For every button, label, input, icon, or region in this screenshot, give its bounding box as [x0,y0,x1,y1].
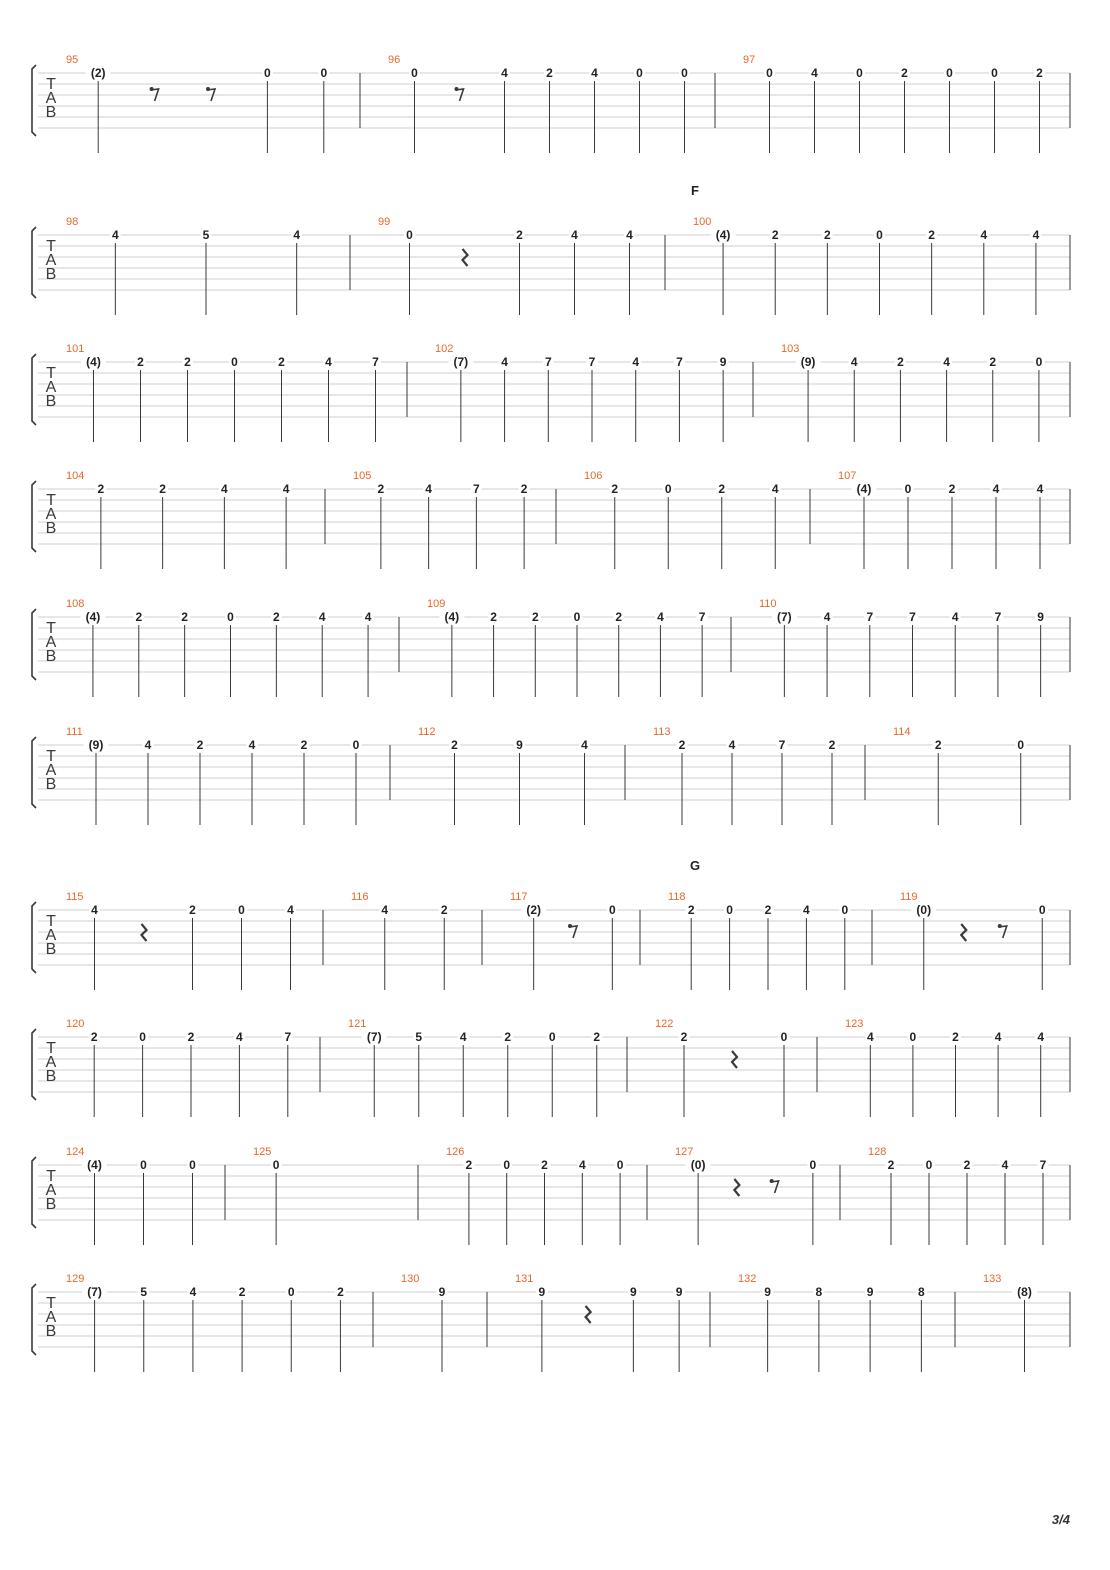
fret-number: (7) [366,1030,382,1044]
measure [983,1273,1037,1372]
system-bracket [32,354,36,425]
measure-number: 123 [845,1018,864,1030]
fret-number: 0 [766,66,773,80]
measure [781,343,1044,442]
fret-number: 0 [876,228,883,242]
tab-system [32,1146,1070,1245]
fret-number: 4 [189,1285,197,1299]
fret-number: 2 [181,610,188,624]
measure-number: 96 [388,54,401,66]
fret-number: 2 [97,482,105,496]
fret-number: (8) [1017,1285,1032,1299]
tab-clef-letter: B [45,1196,57,1213]
fret-number: 2 [687,903,695,917]
fret-number: 4 [994,1030,1002,1044]
fret-number: 2 [516,228,523,242]
fret-number: (4) [85,610,101,624]
tab-clef-letter: A [45,927,57,944]
fret-number: 4 [803,903,810,917]
measure-number: 128 [868,1146,887,1158]
measure [893,726,1026,825]
tab-clef-letter: T [46,620,56,637]
measure [378,216,635,315]
fret-number: 2 [948,482,956,496]
fret-number: 7 [588,355,596,369]
fret-number: 4 [728,738,736,752]
measure-number: 125 [253,1146,272,1158]
fret-number: 2 [615,610,623,624]
measure-number: 105 [353,470,372,482]
tab-clef-letter: A [45,90,57,107]
fret-number: 2 [611,482,619,496]
fret-number: 2 [771,228,779,242]
fret-number: 2 [490,610,497,624]
section-marker: F [691,183,699,198]
measure [675,1146,818,1245]
fret-number: 7 [544,355,552,369]
tab-system [32,1018,1070,1117]
fret-number: 4 [626,228,633,242]
fret-number: 9 [866,1285,874,1299]
fret-number: 2 [678,738,686,752]
fret-number: 0 [272,1158,280,1172]
tab-system [32,470,1070,569]
measure-number: 115 [66,891,84,903]
fret-number: 4 [364,610,372,624]
fret-number: (4) [715,228,731,242]
fret-number: 7 [676,355,683,369]
fret-number: 4 [144,738,152,752]
fret-number: 4 [850,355,858,369]
fret-number: 8 [815,1285,823,1299]
fret-number: 4 [501,355,508,369]
fret-number: 4 [248,738,256,752]
fret-number: 0 [238,903,245,917]
measure [66,470,292,569]
measure [253,1146,282,1245]
fret-number: 0 [726,903,733,917]
measure [66,1146,198,1245]
fret-number: 2 [887,1158,895,1172]
fret-number: 4 [293,228,301,242]
fret-number: 2 [184,355,191,369]
fret-number: (2) [90,66,106,80]
fret-number: 4 [287,903,294,917]
measure-number: 99 [378,216,391,228]
fret-number: (7) [777,610,792,624]
fret-number: 4 [866,1030,874,1044]
measure [655,1018,790,1117]
fret-number: 9 [1037,610,1044,624]
measure [693,216,1041,315]
fret-number: 0 [1038,903,1046,917]
fret-number: 4 [823,610,831,624]
fret-number: 2 [520,482,528,496]
fret-number: 0 [664,482,672,496]
fret-number: 0 [856,66,863,80]
measure [446,1146,626,1245]
tab-system [32,183,1070,315]
system-bracket [32,227,36,298]
measure-number: 132 [738,1273,757,1285]
tab-clef-letter: B [45,776,57,793]
measure [868,1146,1049,1245]
system-bracket [32,1029,36,1100]
measure-number: 118 [668,891,686,903]
fret-number: (4) [86,355,101,369]
measure-number: 113 [653,726,671,738]
fret-number: 0 [320,66,328,80]
tab-clef-letter: T [46,1168,56,1185]
fret-number: 0 [548,1030,556,1044]
system-bracket [32,1157,36,1228]
fret-number: 4 [236,1030,243,1044]
fret-number: 9 [438,1285,446,1299]
fret-number: 2 [824,228,831,242]
fret-number: 4 [811,66,818,80]
fret-number: 4 [501,66,508,80]
measure [668,891,850,990]
fret-number: 4 [1037,1030,1045,1044]
fret-number: 4 [282,482,290,496]
system-bracket [32,1284,36,1355]
tab-clef-letter: B [45,104,57,121]
fret-number: 0 [681,66,688,80]
fret-number: 4 [381,903,389,917]
fret-number: (7) [453,355,469,369]
fret-number: 2 [451,738,458,752]
measure-number: 111 [66,726,83,738]
fret-number: 9 [675,1285,683,1299]
fret-number: 7 [1039,1158,1047,1172]
measure-number: 126 [446,1146,465,1158]
fret-number: 0 [904,482,912,496]
fret-number: 4 [459,1030,467,1044]
measure-number: 129 [66,1273,85,1285]
measure-number: 112 [418,726,436,738]
tab-clef-letter: A [45,1182,57,1199]
fret-number: 4 [325,355,332,369]
fret-number: 2 [504,1030,512,1044]
fret-number: 0 [1017,738,1025,752]
tab-clef-letter: A [45,762,57,779]
fret-number: 4 [111,228,119,242]
fret-number: 7 [284,1030,292,1044]
fret-number: 0 [841,903,849,917]
fret-number: 9 [719,355,727,369]
fret-number: 4 [591,66,598,80]
measure [738,1273,927,1372]
fret-number: (9) [88,738,104,752]
fret-number: 9 [764,1285,771,1299]
measure [388,54,690,153]
measure-number: 130 [401,1273,420,1285]
fret-number: 0 [189,1158,196,1172]
fret-number: 4 [1032,228,1040,242]
tab-clef-letter: B [45,520,57,537]
fret-number: 2 [273,610,280,624]
tab-system [32,54,1070,153]
tab-clef-letter: B [45,1068,57,1085]
fret-number: 2 [159,482,166,496]
measure [845,1018,1046,1117]
fret-number: 0 [264,66,271,80]
fret-number: 0 [636,66,643,80]
measure-number: 117 [510,891,528,903]
measure [66,726,362,825]
measure [66,598,374,697]
tab-clef-letter: T [46,913,56,930]
fret-number: 7 [778,738,786,752]
measure [900,891,1048,990]
measure-number: 97 [743,54,756,66]
fret-number: 4 [1036,482,1044,496]
measure [515,1273,685,1372]
fret-number: 2 [440,903,448,917]
fret-number: 2 [546,66,553,80]
measure [653,726,838,825]
measure-number: 122 [655,1018,674,1030]
measure-number: 114 [893,726,911,738]
measure [743,54,1045,153]
fret-number: 2 [196,738,204,752]
tab-clef-letter: T [46,748,56,765]
fret-number: 4 [632,355,640,369]
measure [838,470,1046,569]
fret-number: 0 [925,1158,933,1172]
measure-number: 107 [838,470,857,482]
fret-number: 4 [318,610,326,624]
fret-number: 0 [227,610,234,624]
tab-clef-letter: B [45,1323,57,1340]
fret-number: 2 [189,903,196,917]
fret-number: (4) [856,482,872,496]
measure-number: 102 [435,343,454,355]
fret-number: 4 [425,482,432,496]
fret-number: 2 [989,355,997,369]
measure-number: 103 [781,343,800,355]
measure [353,470,530,569]
fret-number: 5 [140,1285,148,1299]
measure-number: 98 [66,216,79,228]
fret-number: 9 [516,738,523,752]
measure [427,598,708,697]
measure-number: 127 [675,1146,694,1158]
tab-clef-letter: B [45,266,57,283]
fret-number: 7 [698,610,706,624]
measure [348,1018,602,1117]
measure-number: 124 [66,1146,85,1158]
tab-system [32,1273,1070,1372]
fret-number: 2 [934,738,942,752]
fret-number: 2 [531,610,539,624]
fret-number: 0 [503,1158,511,1172]
system-bracket [32,481,36,552]
measure [759,598,1046,697]
fret-number: 0 [140,1158,147,1172]
measure-number: 100 [693,216,712,228]
measure-number: 104 [66,470,85,482]
fret-number: 4 [571,228,578,242]
fret-number: 5 [202,228,210,242]
fret-number: 7 [473,482,480,496]
fret-number: 4 [581,738,588,752]
fret-number: 7 [866,610,874,624]
fret-number: 2 [952,1030,959,1044]
fret-number: 2 [300,738,308,752]
fret-number: 2 [278,355,285,369]
fret-number: 8 [918,1285,925,1299]
fret-number: (2) [526,903,542,917]
measure-number: 119 [900,891,918,903]
fret-number: 2 [465,1158,473,1172]
system-bracket [32,609,36,680]
fret-number: 9 [538,1285,546,1299]
fret-number: 4 [951,610,959,624]
fret-number: 0 [231,355,238,369]
measure-number: 95 [66,54,79,66]
fret-number: 2 [928,228,935,242]
fret-number: 2 [680,1030,688,1044]
measure-number: 109 [427,598,446,610]
fret-number: 2 [593,1030,601,1044]
measure [66,343,381,442]
tab-clef-letter: A [45,379,57,396]
system-bracket [32,902,36,973]
page-number: 3/4 [1051,1512,1070,1527]
fret-number: 0 [608,903,616,917]
fret-number: 0 [946,66,953,80]
fret-number: (0) [690,1158,706,1172]
measure-number: 106 [584,470,603,482]
fret-number: 2 [135,610,143,624]
fret-number: 2 [1036,66,1043,80]
fret-number: 0 [991,66,998,80]
tab-clef-letter: B [45,941,57,958]
fret-number: 4 [657,610,664,624]
tab-clef-letter: A [45,506,57,523]
fret-number: 2 [897,355,904,369]
tab-clef-letter: B [45,393,57,410]
tab-system [32,598,1070,697]
fret-number: 2 [337,1285,344,1299]
fret-number: 0 [406,228,413,242]
fret-number: 4 [578,1158,586,1172]
fret-number: 2 [963,1158,971,1172]
measure-number: 116 [351,891,369,903]
measure [418,726,590,825]
measure [66,216,302,315]
fret-number: (4) [87,1158,102,1172]
measure-number: 120 [66,1018,85,1030]
measure [351,891,450,990]
tab-clef-letter: B [45,648,57,665]
fret-number: 0 [616,1158,624,1172]
tab-clef-letter: T [46,492,56,509]
fret-number: (0) [916,903,932,917]
fret-number: 0 [287,1285,295,1299]
fret-number: 0 [909,1030,917,1044]
measure [66,1018,293,1117]
tab-clef-letter: T [46,365,56,382]
fret-number: 0 [573,610,581,624]
fret-number: 0 [352,738,360,752]
fret-number: 2 [764,903,772,917]
tab-clef-letter: T [46,238,56,255]
fret-number: (4) [444,610,460,624]
fret-number: (7) [87,1285,102,1299]
fret-number: 4 [943,355,950,369]
fret-number: 2 [828,738,836,752]
fret-number: 2 [718,482,726,496]
tab-clef-letter: T [46,1295,56,1312]
measure-number: 133 [983,1273,1002,1285]
fret-number: 2 [187,1030,195,1044]
measure [66,1273,346,1372]
fret-number: (9) [800,355,816,369]
tab-clef-letter: A [45,1054,57,1071]
system-bracket [32,65,36,136]
fret-number: 0 [1035,355,1043,369]
section-marker: G [689,858,701,873]
fret-number: 0 [780,1030,788,1044]
fret-number: 2 [377,482,385,496]
system-bracket [32,737,36,808]
fret-number: 9 [630,1285,637,1299]
fret-number: 2 [90,1030,98,1044]
fret-number: 2 [901,66,908,80]
measure [584,470,781,569]
fret-number: 4 [992,482,1000,496]
fret-number: 2 [137,355,144,369]
fret-number: 4 [771,482,779,496]
tab-clef-letter: A [45,1309,57,1326]
measure-number: 131 [515,1273,534,1285]
measure [510,891,618,990]
fret-number: 0 [139,1030,146,1044]
fret-number: 7 [909,610,916,624]
tab-clef-letter: T [46,76,56,93]
tab-system [32,726,1070,825]
fret-number: 7 [994,610,1002,624]
measure [435,343,729,442]
measure-number: 108 [66,598,85,610]
measure-number: 110 [759,598,777,610]
tab-clef-letter: A [45,634,57,651]
measure [401,1273,448,1372]
fret-number: 2 [541,1158,548,1172]
fret-number: 4 [221,482,228,496]
fret-number: 5 [415,1030,423,1044]
fret-number: 0 [411,66,418,80]
fret-number: 4 [980,228,988,242]
measure-number: 101 [66,343,85,355]
fret-number: 4 [1001,1158,1009,1172]
tab-clef-letter: A [45,252,57,269]
fret-number: 4 [91,903,98,917]
fret-number: 7 [372,355,379,369]
fret-number: 0 [809,1158,817,1172]
measure [66,54,329,153]
fret-number: 2 [238,1285,246,1299]
measure [66,891,296,990]
measure-number: 121 [348,1018,367,1030]
tab-system [32,343,1070,442]
tab-system [32,858,1070,990]
tab-clef-letter: T [46,1040,56,1057]
